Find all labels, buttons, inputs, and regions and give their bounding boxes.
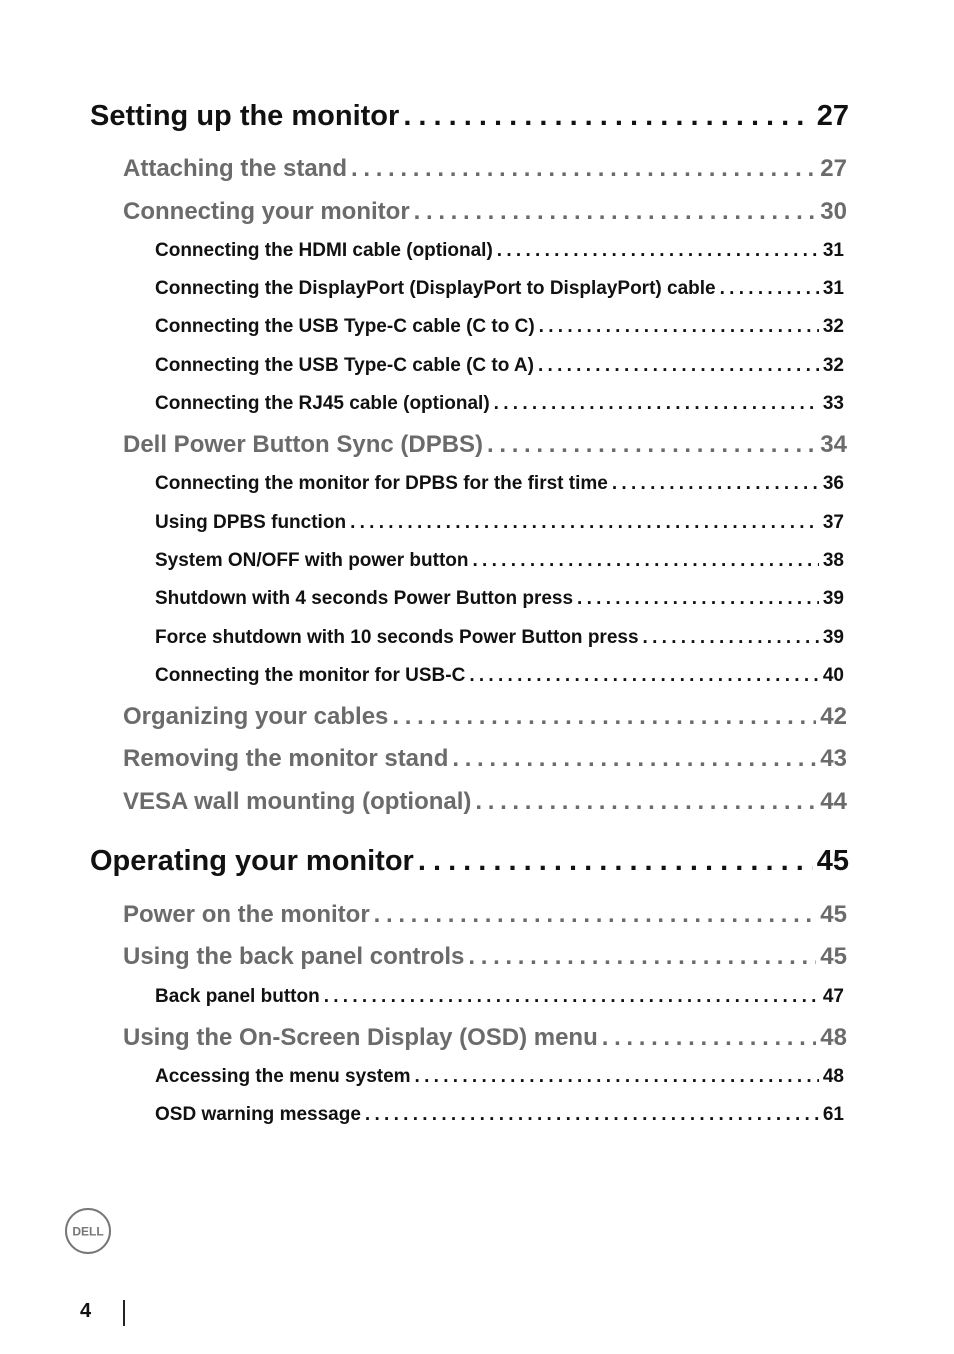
toc-label: Accessing the menu system: [155, 1066, 411, 1087]
dot-leader: [392, 703, 816, 731]
dot-leader: [494, 393, 819, 415]
toc-entry-using-dpbs[interactable]: [155, 512, 844, 534]
dot-leader: [577, 588, 819, 610]
toc-page-number: 27: [820, 155, 847, 182]
toc-page-number: 48: [822, 1066, 844, 1087]
dot-leader: [415, 1066, 819, 1088]
toc-entry-usb-c-monitor[interactable]: [155, 665, 844, 687]
toc-entry-displayport[interactable]: [155, 278, 844, 300]
toc-page-number: 44: [820, 788, 847, 815]
toc-page-number: 32: [822, 316, 844, 337]
dot-leader: [469, 665, 819, 687]
toc-page-number: 38: [822, 550, 844, 571]
toc-label: Dell Power Button Sync (DPBS): [123, 431, 484, 458]
toc-entry-shutdown-4s[interactable]: [155, 588, 844, 610]
toc-page-number: 30: [820, 198, 847, 225]
dell-logo-text: DELL: [72, 1224, 104, 1239]
toc-page-number: 39: [822, 627, 844, 648]
toc-entry-setting-up[interactable]: [90, 100, 849, 133]
toc-entry-hdmi[interactable]: [155, 240, 844, 262]
dot-leader: [324, 986, 819, 1008]
toc-entry-attaching-stand[interactable]: [123, 155, 847, 183]
dot-leader: [468, 943, 816, 971]
toc-page-number: 43: [820, 745, 847, 772]
toc-page-number: 32: [822, 355, 844, 376]
toc-label: VESA wall mounting (optional): [123, 788, 472, 815]
dot-leader: [418, 845, 813, 878]
toc-entry-accessing-menu[interactable]: [155, 1066, 844, 1088]
toc-page-number: 47: [822, 986, 844, 1007]
toc-page-number: 31: [822, 278, 844, 299]
toc-label: Connecting the monitor for DPBS for the first time: [155, 473, 608, 494]
toc-entry-operating[interactable]: [90, 845, 849, 878]
dot-leader: [414, 198, 817, 226]
toc-entry-osd-menu[interactable]: [123, 1024, 847, 1052]
toc-entry-back-panel-button[interactable]: [155, 986, 844, 1008]
toc-page-number: 33: [822, 393, 844, 414]
toc-label: Connecting the RJ45 cable (optional): [155, 393, 490, 414]
toc-page-number: 37: [822, 512, 844, 533]
toc-page-number: 34: [820, 431, 847, 458]
dot-leader: [602, 1024, 817, 1052]
toc-label: Connecting your monitor: [123, 198, 410, 225]
toc-label: Removing the monitor stand: [123, 745, 449, 772]
toc-entry-organizing-cables[interactable]: [123, 703, 847, 731]
dot-leader: [475, 788, 816, 816]
dot-leader: [473, 550, 819, 572]
page-number: 4: [80, 1300, 92, 1322]
toc-label: Connecting the monitor for USB-C: [155, 665, 466, 686]
toc-label: Operating your monitor: [90, 845, 414, 877]
toc-page-number: 45: [820, 901, 847, 928]
dot-leader: [720, 278, 819, 300]
toc-entry-vesa[interactable]: [123, 788, 847, 816]
dot-leader: [539, 316, 819, 338]
footer-divider: [123, 1300, 125, 1326]
toc-entry-system-on-off[interactable]: [155, 550, 844, 572]
toc-entry-removing-stand[interactable]: [123, 745, 847, 773]
toc-entry-power-on[interactable]: [123, 901, 847, 929]
dot-leader: [403, 100, 812, 133]
toc-label: Force shutdown with 10 seconds Power Button press: [155, 627, 639, 648]
toc-label: Connecting the DisplayPort (DisplayPort to DisplayPort) cable: [155, 278, 716, 299]
toc-entry-force-shutdown[interactable]: [155, 627, 844, 649]
toc-entry-dpbs-first-time[interactable]: [155, 473, 844, 495]
toc-entry-rj45[interactable]: [155, 393, 844, 415]
toc-label: Power on the monitor: [123, 901, 370, 928]
dot-leader: [487, 431, 816, 459]
toc-entry-dpbs[interactable]: [123, 431, 847, 459]
toc-entry-usbc-c-to-c[interactable]: [155, 316, 844, 338]
dell-logo-icon: [64, 1207, 112, 1255]
toc-label: Shutdown with 4 seconds Power Button press: [155, 588, 574, 609]
dot-leader: [350, 512, 819, 534]
dot-leader: [643, 627, 819, 649]
toc-page-number: 31: [822, 240, 844, 261]
toc-label: Using the On-Screen Display (OSD) menu: [123, 1024, 598, 1051]
toc-page-number: 40: [822, 665, 844, 686]
toc-entry-osd-warning[interactable]: [155, 1104, 844, 1126]
toc-label: System ON/OFF with power button: [155, 550, 469, 571]
toc-label: Using the back panel controls: [123, 943, 465, 970]
dot-leader: [452, 745, 816, 773]
dot-leader: [374, 901, 817, 929]
toc-page-number: 42: [820, 703, 847, 730]
toc-page-number: 61: [822, 1104, 844, 1125]
toc-page-number: 39: [822, 588, 844, 609]
toc-entry-back-panel-controls[interactable]: [123, 943, 847, 971]
toc-page-number: 45: [816, 845, 849, 877]
toc-label: Connecting the HDMI cable (optional): [155, 240, 493, 261]
toc-page-number: 27: [816, 100, 849, 132]
dot-leader: [612, 473, 819, 495]
toc-label: Back panel button: [155, 986, 320, 1007]
toc-label: Organizing your cables: [123, 703, 389, 730]
toc-page-number: 45: [820, 943, 847, 970]
toc-page-number: 36: [822, 473, 844, 494]
toc-entry-usbc-c-to-a[interactable]: [155, 355, 844, 377]
dot-leader: [497, 240, 819, 262]
toc-label: Attaching the stand: [123, 155, 348, 182]
toc-label: Connecting the USB Type-C cable (C to A): [155, 355, 534, 376]
toc-label: Using DPBS function: [155, 512, 347, 533]
toc-label: Setting up the monitor: [90, 100, 400, 132]
toc-label: OSD warning message: [155, 1104, 361, 1125]
toc-page-number: 48: [820, 1024, 847, 1051]
dot-leader: [351, 155, 816, 183]
toc-entry-connecting-monitor[interactable]: [123, 198, 847, 226]
dot-leader: [538, 355, 819, 377]
toc-label: Connecting the USB Type-C cable (C to C): [155, 316, 535, 337]
dot-leader: [365, 1104, 819, 1126]
